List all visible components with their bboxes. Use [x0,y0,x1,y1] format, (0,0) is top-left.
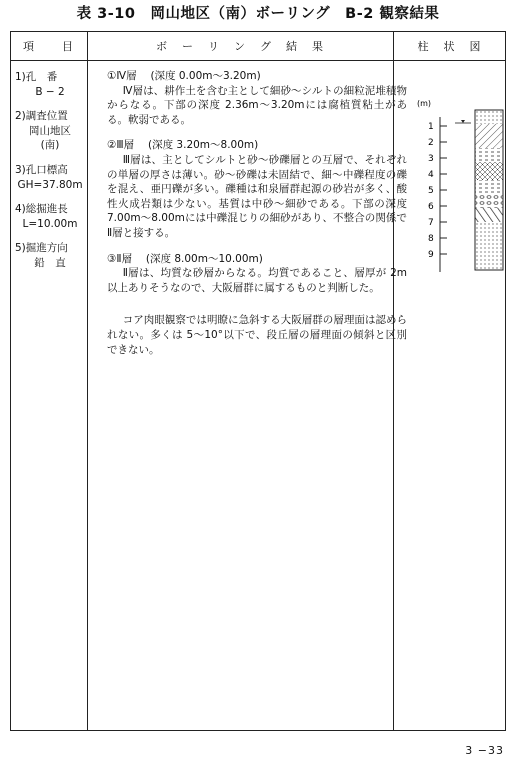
depth-tick-label: 7 [428,218,434,228]
conclusion-text: コア肉眼観察では明瞭に急斜する大阪層群の層理面は認められない。多くは 5〜10°以下で、段丘層の層理面の傾斜と区別できない。 [107,314,407,356]
item-label: 4)総掘進長 [15,203,68,216]
item-elevation [15,163,85,192]
item-location [15,109,85,153]
header-divider [11,60,505,61]
layer-topsoil [475,110,503,124]
layer-heading: ②Ⅲ層 (深度 3.20m〜8.00m) [107,139,259,152]
boring-log-figure [395,62,505,282]
item-value: L=10.00m [22,217,78,230]
header-item: 項 目 [23,40,75,53]
layer-silt-sand [475,162,503,180]
layer-gravel [475,194,503,208]
depth-tick-label: 1 [428,122,434,132]
layer-description: Ⅲ層は、主としてシルトと砂〜砂礫層との互層で、それぞれの単層の厚さは薄い。砂〜砂礫は未固結で、細〜中礫程度の礫を混え、亜円礫が多い。礫種は和泉層群起源の砂岩が多く、酸性火成岩類は少ない。基質は中砂〜細砂である。下部の深度 7.00m〜8.00mには中礫混じりの細砂があり、不整合の関係でⅡ層と接する。 [107,153,407,239]
column-divider-1 [87,32,88,730]
depth-tick-label: 6 [428,202,434,212]
layer-heading: ③Ⅱ層 (深度 8.00m〜10.00m) [107,252,263,265]
layer-gravelly-sand [475,208,503,222]
depth-ticks [428,122,447,260]
item-label: 3)孔口標高 [15,163,68,176]
depth-tick-label: 5 [428,186,434,196]
document-title: 表 3-10 岡山地区（南）ボーリング B-2 観察結果 [76,6,440,22]
header-result: ボ ー リ ン グ 結 果 [156,40,325,53]
depth-tick-label: 9 [428,250,434,260]
conclusion [107,313,407,357]
item-direction [15,241,85,270]
depth-tick-label: 8 [428,234,434,244]
item-value: 岡山地区 [29,124,71,137]
layer-sand [475,222,503,270]
layer-description: Ⅱ層は、均質な砂層からなる。均質であること、層厚が 2m以上ありそうなので、大阪層群に属するものと判断した。 [107,267,407,294]
layer-ii [107,252,407,296]
item-label: 5)掘進方向 [15,242,68,255]
layer-silt [475,124,503,148]
layer-heading: ①Ⅳ層 (深度 0.00m〜3.20m) [107,70,261,82]
item-label: 1)孔 番 [15,71,58,83]
boring-log-column [395,62,505,282]
observation-table [10,31,506,731]
layer-humic-clay [475,148,503,162]
item-list [15,70,85,281]
item-hole-number [15,70,85,99]
water-level-icon [461,120,465,123]
layer-iv [107,69,407,127]
item-value: B − 2 [35,85,65,98]
depth-tick-label: 3 [428,154,434,164]
layer-silt-2 [475,180,503,194]
header-column: 柱 状 図 [417,40,483,53]
result-text [107,69,407,368]
item-value-2: (南) [40,139,60,152]
item-total-length [15,202,85,231]
item-value: 鉛 直 [34,256,66,269]
page-number: 3 −33 [465,744,504,757]
layer-iii [107,138,407,240]
item-value: GH=37.80m [17,178,83,191]
item-label: 2)調査位置 [15,110,68,123]
depth-unit-label: (m) [417,99,432,108]
depth-tick-label: 2 [428,138,434,148]
depth-tick-label: 4 [428,170,434,180]
layer-description: Ⅳ層は、耕作土を含む主として細砂〜シルトの細粒泥堆積物からなる。下部の深度 2.36m〜3.20mには腐植質粘土がある。軟弱である。 [107,84,407,126]
